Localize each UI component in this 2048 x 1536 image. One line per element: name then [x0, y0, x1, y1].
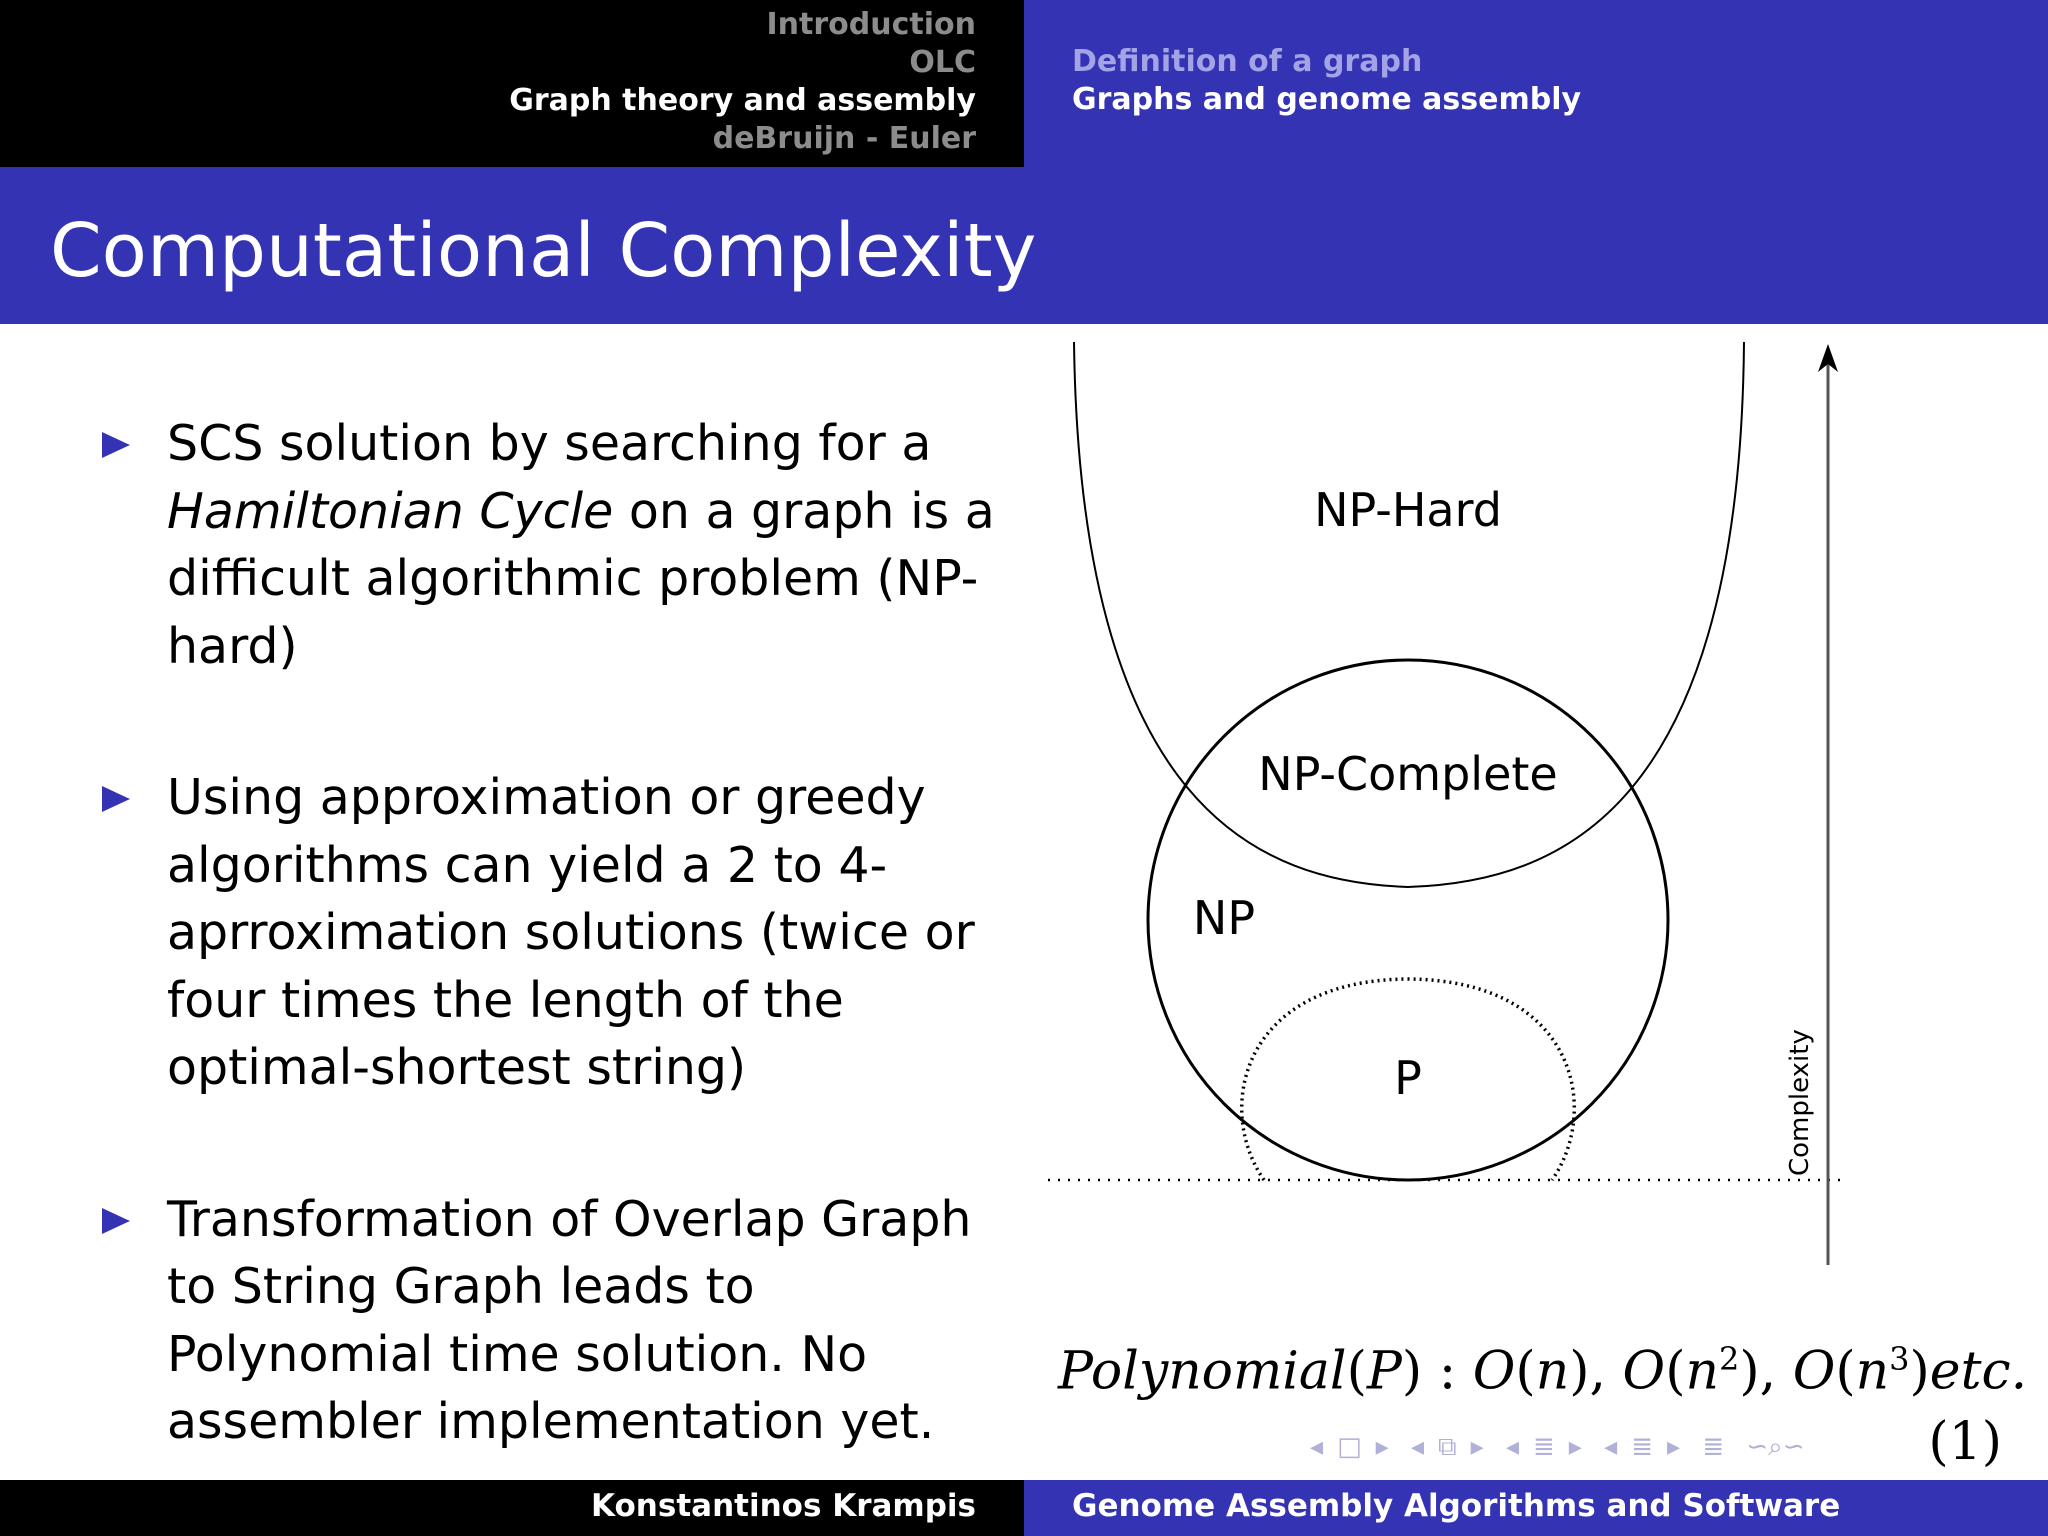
bullet-item — [100, 764, 1000, 1102]
formula-o: O — [1622, 1341, 1666, 1402]
formula-colon: : — [1422, 1341, 1473, 1402]
p-label: P — [1394, 1051, 1422, 1105]
nav-prev-section-icon[interactable]: ◂ — [1505, 1432, 1519, 1462]
subsection-link-definition[interactable]: Definition of a graph — [1072, 44, 1423, 79]
section-link-olc[interactable]: OLC — [909, 45, 976, 80]
complexity-formula: Polynomial(P) : O(n), $O(n^2)$, $O(n^3)etc$. — [1058, 1340, 2028, 1402]
np-hard-label: NP-Hard — [1314, 483, 1502, 537]
footer-talk-title: Genome Assembly Algorithms and Software — [1072, 1488, 1841, 1524]
nav-prev-subsection-icon[interactable]: ◂ — [1410, 1432, 1425, 1462]
nav-section-icon[interactable]: ≣ — [1533, 1432, 1555, 1462]
formula-o: O — [1472, 1341, 1516, 1402]
section-link-graph-theory[interactable]: Graph theory and assembly — [509, 83, 976, 118]
complexity-axis-label: Complexity — [1785, 1029, 1815, 1176]
section-list — [509, 6, 976, 158]
footer-title-bar — [1024, 1480, 2048, 1536]
bullet-triangle-icon — [102, 786, 130, 812]
formula-n: n — [1535, 1341, 1570, 1402]
formula-etc: etc. — [1929, 1341, 2028, 1402]
equation-number: (1) — [1928, 1412, 2002, 1472]
nav-prev-doc-icon[interactable]: ◂ — [1604, 1432, 1618, 1462]
nav-next-frame-icon[interactable]: ▸ — [1375, 1432, 1389, 1462]
formula-o: O — [1792, 1341, 1836, 1402]
beamer-nav-symbols — [1310, 1432, 1819, 1463]
title-bar — [0, 167, 2048, 324]
nav-search-icon[interactable]: ∽⌕∽ — [1746, 1432, 1805, 1462]
nav-appendix-icon[interactable]: ≣ — [1702, 1432, 1725, 1462]
formula-exp3: 3 — [1889, 1340, 1910, 1378]
nav-frame-icon[interactable]: □ — [1337, 1432, 1362, 1462]
np-label: NP — [1192, 891, 1256, 945]
section-link-debruijn[interactable]: deBruijn - Euler — [712, 121, 976, 156]
bullet-text-post: on a graph is a difficult algorithmic problem (NP-hard) — [167, 482, 995, 675]
bullet-text: Using approximation or greedy algorithms can yield a 2 to 4-aprroximation solutions (twice or four times the length of the optimal-shortest string) — [167, 769, 975, 1096]
complexity-diagram — [1020, 330, 1880, 1290]
nav-doc-icon[interactable]: ≣ — [1631, 1432, 1653, 1462]
footer-author-bar — [0, 1480, 1024, 1536]
bullet-item — [100, 410, 1000, 680]
nav-next-doc-icon[interactable]: ▸ — [1666, 1432, 1681, 1462]
section-link-introduction[interactable]: Introduction — [766, 7, 976, 42]
subsection-list — [1072, 43, 1581, 119]
slide-title: Computational Complexity — [50, 208, 1037, 294]
header-subsection-nav — [1024, 0, 2048, 167]
subsection-link-genome-assembly[interactable]: Graphs and genome assembly — [1072, 82, 1582, 117]
np-complete-label: NP-Complete — [1258, 747, 1558, 801]
formula-n: n — [1855, 1341, 1890, 1402]
formula-p: P — [1366, 1341, 1402, 1402]
bullet-item — [100, 1186, 1000, 1456]
bullet-text: Transformation of Overlap Graph to String Graph leads to Polynomial time solution. No assembler implementation yet. — [167, 1190, 972, 1450]
nav-next-subsection-icon[interactable]: ▸ — [1470, 1432, 1484, 1462]
formula-exp2: 2 — [1718, 1340, 1740, 1378]
bullet-triangle-icon — [102, 1208, 130, 1234]
bullet-text-emphasis: Hamiltonian Cycle — [167, 482, 614, 540]
bullet-list — [100, 410, 1000, 1456]
nav-prev-frame-icon[interactable]: ◂ — [1310, 1432, 1324, 1462]
bullet-triangle-icon — [102, 432, 130, 458]
formula-polynomial: Polynomial — [1058, 1341, 1347, 1402]
nav-next-section-icon[interactable]: ▸ — [1568, 1432, 1582, 1462]
footer-author: Konstantinos Krampis — [591, 1488, 976, 1524]
header-section-nav — [0, 0, 1024, 167]
formula-n: n — [1685, 1341, 1719, 1402]
nav-subsection-icon[interactable]: ⧉ — [1438, 1432, 1457, 1462]
bullet-text-pre: SCS solution by searching for a — [167, 415, 932, 472]
